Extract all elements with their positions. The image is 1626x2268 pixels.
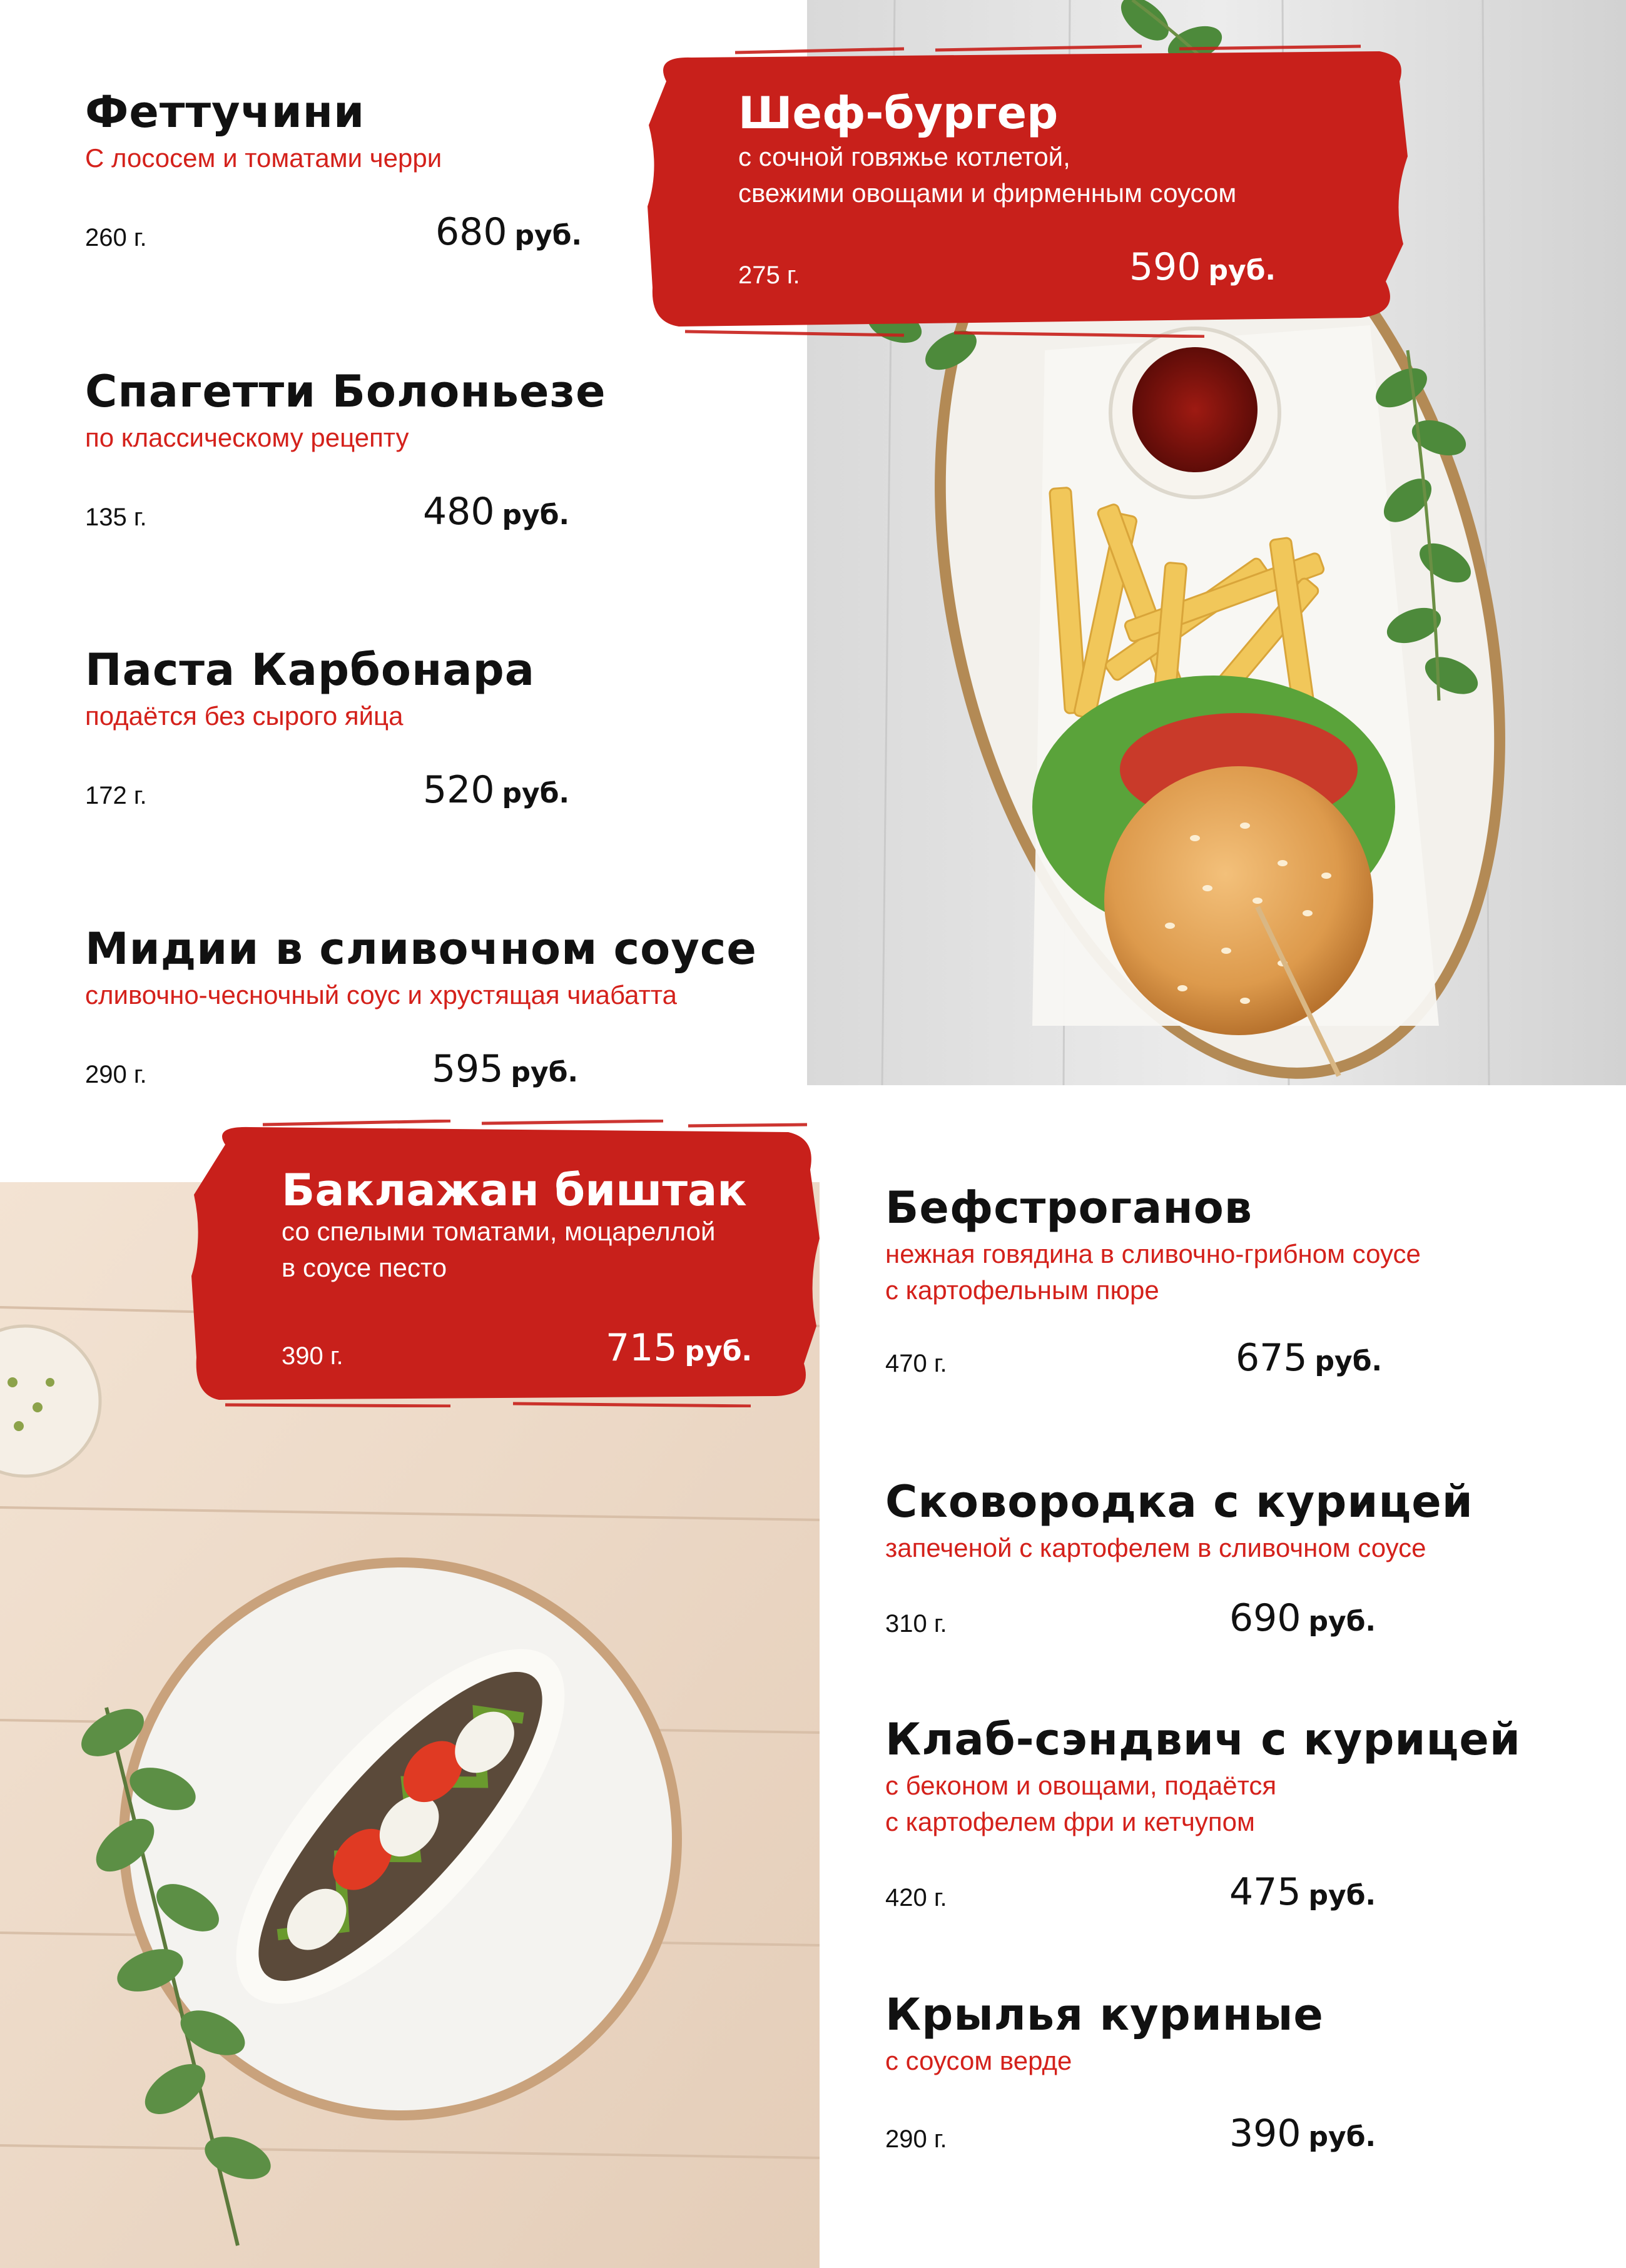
item-price <box>1229 2112 1376 2155</box>
item-title: Сковородка с курицей <box>885 1476 1473 1527</box>
item-description: С лососем и томатами черри <box>85 143 442 173</box>
item-description-line-2: с картофельным пюре <box>885 1275 1159 1305</box>
item-weight: 135 г. <box>85 504 147 531</box>
menu-item-chicken-wings <box>885 1989 1605 2177</box>
item-weight: 290 г. <box>85 1061 147 1088</box>
price-currency: руб. <box>502 777 570 809</box>
featured-description-line-2: свежими овощами и фирменным соусом <box>738 178 1237 208</box>
price-value: 590 <box>1129 245 1201 289</box>
item-description-line-1: запеченой с картофелем в сливочном соусе <box>885 1533 1426 1562</box>
featured-price <box>1129 245 1276 289</box>
menu-item-fettuccine <box>85 86 648 274</box>
menu-item-club-sandwich <box>885 1714 1605 1926</box>
price-currency: руб. <box>1308 2121 1376 2153</box>
price-value: 680 <box>435 210 507 254</box>
item-weight: 470 г. <box>885 1350 947 1377</box>
price-currency: руб. <box>511 1056 579 1088</box>
price-currency: руб. <box>684 1335 753 1367</box>
price-currency: руб. <box>1314 1345 1383 1377</box>
featured-weight: 390 г. <box>282 1342 343 1370</box>
item-title: Мидии в сливочном соусе <box>85 923 757 975</box>
price-value: 475 <box>1229 1870 1301 1914</box>
item-title: Бефстроганов <box>885 1182 1253 1233</box>
featured-banner-eggplant <box>188 1120 826 1407</box>
menu-item-beef-stroganoff <box>885 1182 1605 1395</box>
item-price <box>423 768 569 812</box>
item-price <box>435 210 582 254</box>
featured-title: Шеф-бургер <box>738 88 1059 139</box>
price-currency: руб. <box>514 220 582 251</box>
item-description-line-2: с картофелем фри и кетчупом <box>885 1807 1255 1836</box>
item-weight: 310 г. <box>885 1610 947 1638</box>
featured-description-line-2: в соусе песто <box>282 1253 447 1282</box>
price-value: 595 <box>432 1047 504 1091</box>
menu-item-chicken-skillet <box>885 1476 1605 1664</box>
item-description: по классическому рецепту <box>85 423 409 452</box>
featured-banner-burger <box>641 44 1417 338</box>
featured-title: Баклажан биштак <box>282 1165 747 1216</box>
item-price <box>1229 1870 1376 1914</box>
item-description-line-1: с беконом и овощами, подаётся <box>885 1771 1277 1800</box>
menu-item-carbonara <box>85 644 648 832</box>
price-value: 690 <box>1229 1596 1301 1640</box>
price-value: 390 <box>1229 2112 1301 2155</box>
item-price <box>432 1047 578 1091</box>
item-description: подаётся без сырого яйца <box>85 701 404 731</box>
item-description-line-1: с соусом верде <box>885 2046 1072 2075</box>
menu-item-bolognese <box>85 366 648 554</box>
item-title: Крылья куриные <box>885 1989 1324 2040</box>
item-description-line-1: нежная говядина в сливочно-грибном соусе <box>885 1239 1421 1268</box>
price-value: 520 <box>423 768 495 812</box>
featured-weight: 275 г. <box>738 261 800 289</box>
item-title: Спагетти Болоньезе <box>85 366 606 417</box>
price-value: 715 <box>606 1326 678 1370</box>
item-title: Клаб-сэндвич с курицей <box>885 1714 1521 1765</box>
price-currency: руб. <box>1308 1606 1376 1638</box>
item-weight: 260 г. <box>85 224 147 251</box>
item-title: Паста Карбонара <box>85 644 535 696</box>
item-weight: 172 г. <box>85 782 147 809</box>
price-currency: руб. <box>1308 1880 1376 1911</box>
item-price <box>1236 1336 1382 1380</box>
price-value: 480 <box>423 490 495 534</box>
item-description: сливочно-чесночный соус и хрустящая чиабатта <box>85 980 677 1010</box>
menu-item-mussels <box>85 923 786 1111</box>
item-price <box>1229 1596 1376 1640</box>
featured-description-line-1: со спелыми томатами, моцареллой <box>282 1217 716 1246</box>
item-weight: 290 г. <box>885 2125 947 2153</box>
item-title: Феттучини <box>85 86 365 138</box>
price-value: 675 <box>1236 1336 1308 1380</box>
price-currency: руб. <box>1208 255 1276 286</box>
item-weight: 420 г. <box>885 1884 947 1911</box>
item-price <box>423 490 569 534</box>
featured-description-line-1: с сочной говяжье котлетой, <box>738 142 1070 171</box>
price-currency: руб. <box>502 499 570 531</box>
featured-price <box>606 1326 752 1370</box>
